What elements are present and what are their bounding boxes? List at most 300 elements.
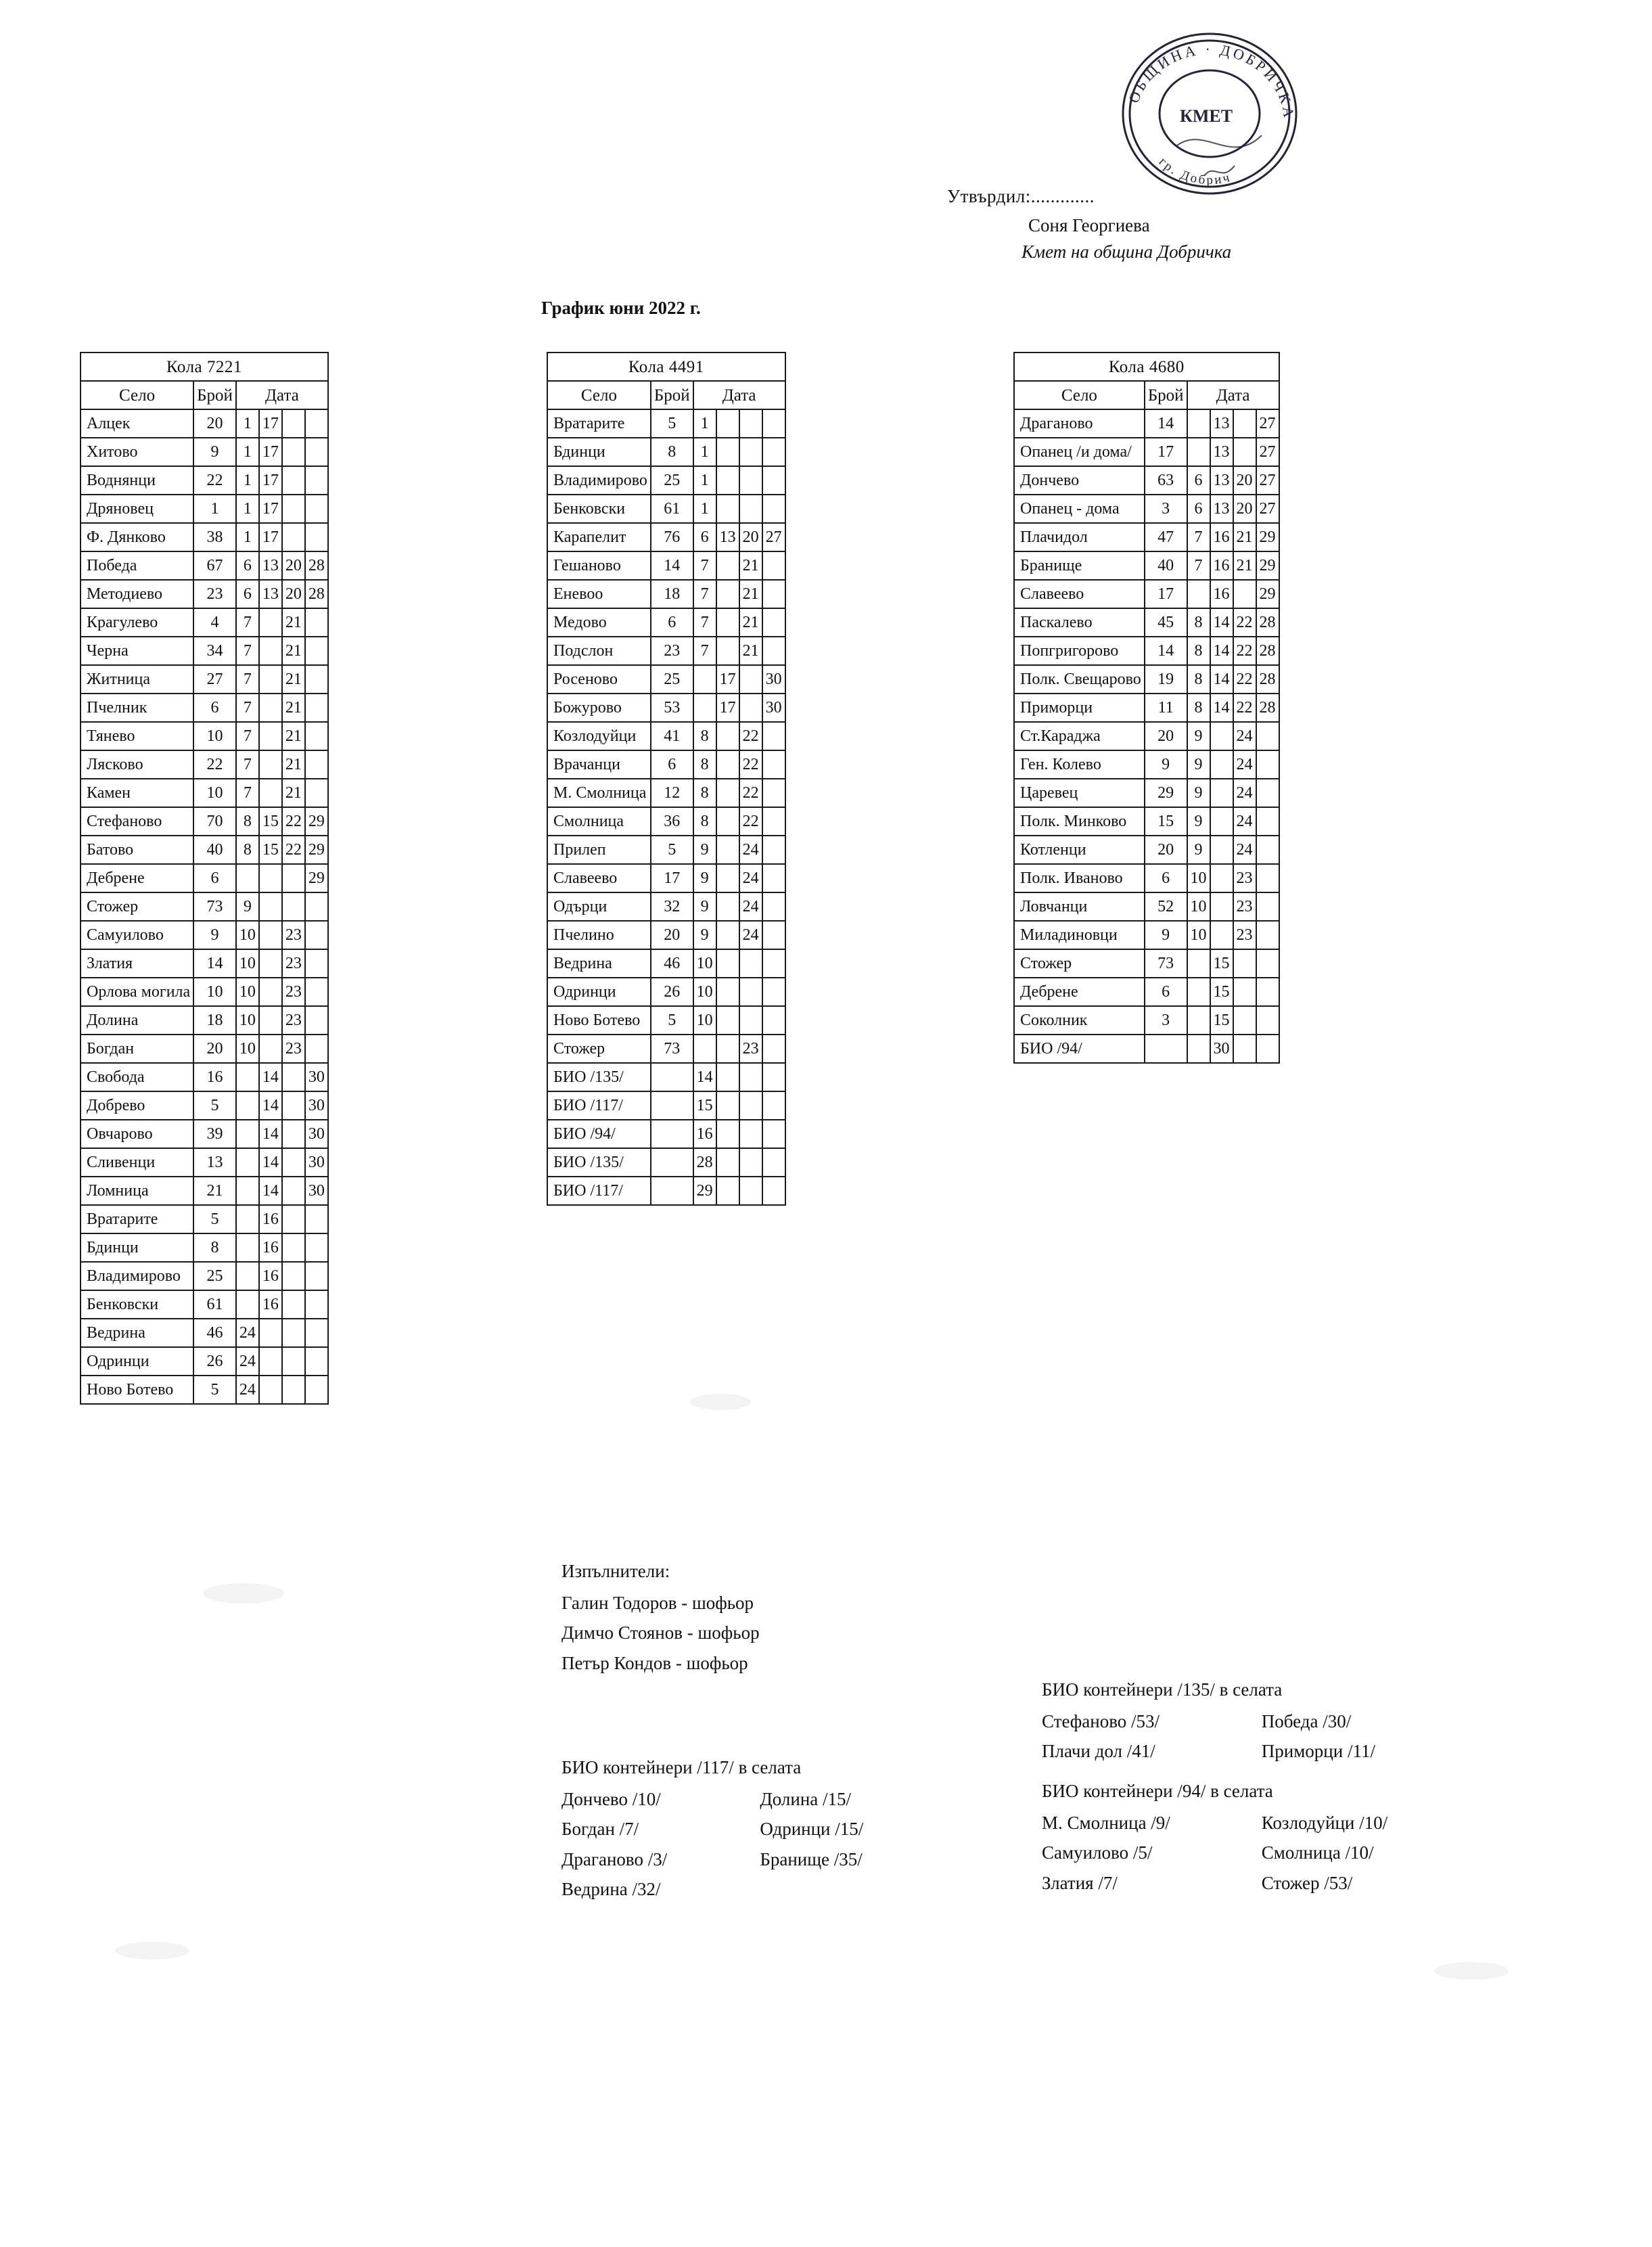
cell-village: Свобода (81, 1063, 193, 1091)
cell-count: 27 (193, 665, 236, 694)
cell-date: 21 (739, 580, 762, 608)
table-row (1014, 637, 1279, 665)
cell-village: Подслон (547, 637, 651, 665)
cell-date: 14 (1210, 608, 1233, 637)
paper-smudge (1434, 1962, 1509, 1980)
cell-date (282, 1376, 305, 1404)
cell-village: Сливенци (81, 1148, 193, 1177)
table-row (81, 1035, 328, 1063)
table-row (81, 551, 328, 580)
approval-block (947, 186, 1421, 263)
cell-date (1210, 864, 1233, 892)
cell-village: М. Смолница (547, 779, 651, 807)
cell-village: Дебрене (1014, 978, 1145, 1006)
cell-date (739, 1063, 762, 1091)
cell-village: Козлодуйци (547, 722, 651, 750)
cell-village: Ново Ботево (81, 1376, 193, 1404)
cell-date: 24 (236, 1347, 259, 1376)
cell-village: Орлова могила (81, 978, 193, 1006)
cell-date (259, 1035, 282, 1063)
cell-date (762, 438, 785, 466)
cell-count: 4 (193, 608, 236, 637)
cell-date: 10 (693, 1006, 716, 1035)
cell-date: 29 (693, 1177, 716, 1205)
cell-count: 6 (193, 694, 236, 722)
cell-village: Драганово (1014, 409, 1145, 438)
cell-date: 7 (236, 694, 259, 722)
cell-date: 22 (282, 836, 305, 864)
cell-date (762, 836, 785, 864)
official-stamp-icon (1103, 27, 1312, 206)
cell-date (1256, 949, 1279, 978)
cell-count (1145, 1035, 1187, 1063)
cell-date: 13 (259, 551, 282, 580)
cell-count: 61 (193, 1290, 236, 1319)
cell-count: 18 (651, 580, 693, 608)
cell-date: 9 (693, 892, 716, 921)
cell-date: 24 (1233, 750, 1256, 779)
cell-village: Котленци (1014, 836, 1145, 864)
cell-village: Черна (81, 637, 193, 665)
cell-date (739, 1091, 762, 1120)
table-row (547, 722, 785, 750)
cell-date (305, 892, 328, 921)
cell-date (1233, 978, 1256, 1006)
cell-date (305, 750, 328, 779)
cell-date (282, 438, 305, 466)
cell-date: 10 (1187, 892, 1210, 921)
cell-date: 23 (282, 949, 305, 978)
cell-date: 22 (739, 750, 762, 779)
cell-date (1187, 1006, 1210, 1035)
cell-date: 14 (259, 1177, 282, 1205)
cell-count: 38 (193, 523, 236, 551)
cell-date (693, 1035, 716, 1063)
cell-village: Лясково (81, 750, 193, 779)
cell-date (716, 495, 739, 523)
cell-village: Самуилово (81, 921, 193, 949)
cell-date: 21 (739, 608, 762, 637)
cell-date: 24 (1233, 807, 1256, 836)
cell-count (651, 1091, 693, 1120)
cell-count: 14 (651, 551, 693, 580)
cell-date: 7 (1187, 551, 1210, 580)
bio-117-village: Драганово /3/ (561, 1848, 668, 1869)
cell-count: 47 (1145, 523, 1187, 551)
cell-date: 9 (693, 836, 716, 864)
cell-date (716, 949, 739, 978)
cell-date: 21 (739, 551, 762, 580)
cell-date: 24 (739, 864, 762, 892)
cell-date (762, 1091, 785, 1120)
cell-date: 16 (693, 1120, 716, 1148)
table-row (547, 495, 785, 523)
cell-date: 28 (1256, 637, 1279, 665)
bio-117-village: Долина /15/ (760, 1788, 851, 1809)
cell-date (739, 1177, 762, 1205)
cell-date: 13 (1210, 409, 1233, 438)
cell-count: 3 (1145, 495, 1187, 523)
bio-94-village: Козлодуйци /10/ (1261, 1812, 1388, 1833)
cell-date (282, 1347, 305, 1376)
bio-135-village: Плачи дол /41/ (1042, 1741, 1155, 1762)
cell-date (282, 1120, 305, 1148)
cell-date (282, 1063, 305, 1091)
cell-date: 30 (305, 1063, 328, 1091)
cell-date (739, 409, 762, 438)
cell-date: 6 (236, 580, 259, 608)
cell-date: 23 (282, 1035, 305, 1063)
cell-date: 14 (1210, 637, 1233, 665)
cell-village: Камен (81, 779, 193, 807)
table-row (1014, 864, 1279, 892)
cell-date: 17 (259, 438, 282, 466)
cell-date: 21 (1233, 523, 1256, 551)
cell-date: 1 (236, 495, 259, 523)
cell-date (716, 1177, 739, 1205)
cell-count: 22 (193, 466, 236, 495)
cell-village: Ген. Колево (1014, 750, 1145, 779)
cell-date (762, 750, 785, 779)
cell-date: 13 (1210, 495, 1233, 523)
cell-date: 15 (1210, 978, 1233, 1006)
bio-94-village: Самуилово /5/ (1042, 1842, 1153, 1863)
table-row (81, 1319, 328, 1347)
cell-date (305, 523, 328, 551)
cell-date (236, 1262, 259, 1290)
cell-date (259, 722, 282, 750)
cell-date: 9 (1187, 750, 1210, 779)
table-row (81, 779, 328, 807)
cell-count: 20 (1145, 836, 1187, 864)
table-row (547, 1035, 785, 1063)
table-row (1014, 665, 1279, 694)
cell-date (716, 864, 739, 892)
cell-date (259, 637, 282, 665)
cell-date (762, 608, 785, 637)
cell-count: 10 (193, 722, 236, 750)
bio-135-block (1042, 1675, 1461, 1767)
cell-date: 9 (693, 921, 716, 949)
cell-count: 36 (651, 807, 693, 836)
cell-count: 5 (651, 1006, 693, 1035)
cell-date (716, 1006, 739, 1035)
cell-date: 23 (739, 1035, 762, 1063)
table-row (81, 1006, 328, 1035)
cell-date: 22 (1233, 608, 1256, 637)
cell-count: 19 (1145, 665, 1187, 694)
cell-date (716, 608, 739, 637)
cell-date: 20 (739, 523, 762, 551)
table-row (547, 409, 785, 438)
cell-village: БИО /94/ (1014, 1035, 1145, 1063)
cell-date: 14 (693, 1063, 716, 1091)
cell-date (1256, 978, 1279, 1006)
cell-date: 10 (1187, 864, 1210, 892)
bio-94-village: Стожер /53/ (1261, 1872, 1353, 1893)
cell-date (305, 1205, 328, 1233)
cell-date (305, 466, 328, 495)
cell-date (739, 1120, 762, 1148)
cell-date (1210, 921, 1233, 949)
cell-date (305, 438, 328, 466)
table-row (1014, 807, 1279, 836)
cell-date: 17 (716, 694, 739, 722)
cell-date: 8 (236, 807, 259, 836)
cell-date (1187, 1035, 1210, 1063)
cell-count: 45 (1145, 608, 1187, 637)
cell-date: 16 (259, 1262, 282, 1290)
bio-117-village: Богдан /7/ (561, 1819, 639, 1840)
table-row (81, 892, 328, 921)
cell-village: Батово (81, 836, 193, 864)
cell-date (282, 864, 305, 892)
cell-date (716, 807, 739, 836)
cell-date (259, 978, 282, 1006)
cell-date (236, 1233, 259, 1262)
bio-117-village: Бранище /35/ (760, 1848, 863, 1869)
cell-village: Воднянци (81, 466, 193, 495)
cell-date (762, 495, 785, 523)
cell-count: 8 (651, 438, 693, 466)
cell-village: Вратарите (81, 1205, 193, 1233)
cell-count: 23 (193, 580, 236, 608)
cell-date (236, 1290, 259, 1319)
column-header-count: Брой (1145, 381, 1187, 409)
cell-village: Царевец (1014, 779, 1145, 807)
cell-count: 6 (1145, 864, 1187, 892)
cell-date (305, 608, 328, 637)
bio-117-village: Дончево /10/ (561, 1788, 661, 1809)
cell-village: Опанец - дома (1014, 495, 1145, 523)
table-row (1014, 836, 1279, 864)
cell-count: 25 (193, 1262, 236, 1290)
cell-date (259, 1376, 282, 1404)
cell-date: 7 (236, 750, 259, 779)
cell-date: 1 (236, 466, 259, 495)
cell-date (305, 637, 328, 665)
cell-date (1256, 921, 1279, 949)
cell-date (762, 466, 785, 495)
cell-count: 5 (651, 836, 693, 864)
table-row (81, 523, 328, 551)
executor-item: Галин Тодоров - шофьор (561, 1592, 754, 1613)
cell-date (259, 608, 282, 637)
cell-date (305, 1319, 328, 1347)
cell-date: 9 (236, 892, 259, 921)
approver-role: Кмет на община Добричка (1022, 242, 1232, 262)
bio-117-heading: БИО контейнери /117/ в селата (561, 1757, 802, 1777)
cell-count: 26 (651, 978, 693, 1006)
bio-117-village: Одринци /15/ (760, 1819, 864, 1840)
cell-count: 15 (1145, 807, 1187, 836)
executor-item: Петър Кондов - шофьор (561, 1652, 748, 1673)
cell-date: 8 (1187, 665, 1210, 694)
cell-date (716, 637, 739, 665)
cell-date: 1 (236, 523, 259, 551)
bio-94-village: М. Смолница /9/ (1042, 1812, 1170, 1833)
cell-date: 9 (1187, 779, 1210, 807)
cell-date (305, 779, 328, 807)
cell-date (1256, 864, 1279, 892)
cell-date (739, 1006, 762, 1035)
table-row (1014, 438, 1279, 466)
table-row (81, 409, 328, 438)
cell-date: 16 (259, 1233, 282, 1262)
table-row (81, 921, 328, 949)
cell-village: Росеново (547, 665, 651, 694)
cell-date: 10 (236, 1035, 259, 1063)
table-row (547, 438, 785, 466)
table-row (81, 1233, 328, 1262)
cell-date (1187, 580, 1210, 608)
cell-date (305, 1262, 328, 1290)
cell-date: 22 (1233, 694, 1256, 722)
table-row (547, 694, 785, 722)
cell-village: Бранище (1014, 551, 1145, 580)
cell-date (716, 1120, 739, 1148)
cell-date (305, 694, 328, 722)
cell-date (1256, 779, 1279, 807)
cell-village: Крагулево (81, 608, 193, 637)
table-row (81, 1290, 328, 1319)
cell-village: Овчарово (81, 1120, 193, 1148)
table-row (81, 1063, 328, 1091)
cell-date (739, 1148, 762, 1177)
table-row (547, 864, 785, 892)
cell-date (259, 779, 282, 807)
cell-date (305, 1376, 328, 1404)
cell-date (716, 1063, 739, 1091)
cell-village: Медово (547, 608, 651, 637)
table-row (547, 978, 785, 1006)
cell-village: Врачанци (547, 750, 651, 779)
cell-date (1187, 438, 1210, 466)
cell-date (1256, 892, 1279, 921)
cell-date: 22 (739, 807, 762, 836)
table-row (547, 949, 785, 978)
cell-date (739, 438, 762, 466)
cell-date: 1 (693, 438, 716, 466)
bio-94-village: Смолница /10/ (1261, 1842, 1374, 1863)
paper-smudge (203, 1583, 284, 1604)
table-row (81, 637, 328, 665)
table-row (547, 1091, 785, 1120)
cell-count: 25 (651, 466, 693, 495)
cell-date (739, 495, 762, 523)
table-row (1014, 949, 1279, 978)
bio-94-heading: БИО контейнери /94/ в селата (1042, 1781, 1273, 1801)
cell-date (1233, 949, 1256, 978)
table-row (81, 466, 328, 495)
car-table-4680 (1013, 352, 1280, 1064)
bio-117-village: Ведрина /32/ (561, 1879, 661, 1900)
table-row (1014, 921, 1279, 949)
cell-date: 17 (259, 409, 282, 438)
cell-date (1233, 580, 1256, 608)
cell-date: 8 (1187, 637, 1210, 665)
cell-village: Ново Ботево (547, 1006, 651, 1035)
cell-date (762, 409, 785, 438)
cell-date (716, 892, 739, 921)
cell-count: 13 (193, 1148, 236, 1177)
cell-date (282, 495, 305, 523)
cell-date: 7 (1187, 523, 1210, 551)
cell-village: Ф. Дянково (81, 523, 193, 551)
cell-count: 10 (193, 779, 236, 807)
cell-village: Дряновец (81, 495, 193, 523)
cell-date: 29 (305, 864, 328, 892)
cell-count (651, 1063, 693, 1091)
cell-count: 53 (651, 694, 693, 722)
table-row (547, 637, 785, 665)
cell-date: 28 (305, 551, 328, 580)
table-row (1014, 608, 1279, 637)
table-row (547, 608, 785, 637)
table-row (547, 523, 785, 551)
car-header: Кола 7221 (81, 353, 328, 381)
cell-date: 14 (259, 1148, 282, 1177)
cell-date: 30 (305, 1148, 328, 1177)
cell-date: 6 (1187, 495, 1210, 523)
cell-date (716, 580, 739, 608)
cell-date: 21 (282, 722, 305, 750)
table-row (81, 864, 328, 892)
cell-date (282, 1148, 305, 1177)
cell-date: 22 (282, 807, 305, 836)
cell-count: 22 (193, 750, 236, 779)
cell-village: Ведрина (547, 949, 651, 978)
cell-date: 17 (716, 665, 739, 694)
cell-village: Соколник (1014, 1006, 1145, 1035)
cell-date: 21 (1233, 551, 1256, 580)
cell-date (762, 807, 785, 836)
executors-block (561, 1556, 760, 1678)
cell-count: 16 (193, 1063, 236, 1091)
cell-village: Одърци (547, 892, 651, 921)
table-row (1014, 978, 1279, 1006)
cell-count: 23 (651, 637, 693, 665)
table-row (81, 1177, 328, 1205)
cell-date: 21 (739, 637, 762, 665)
cell-date (716, 750, 739, 779)
cell-count: 5 (193, 1376, 236, 1404)
cell-village: Опанец /и дома/ (1014, 438, 1145, 466)
cell-date (716, 722, 739, 750)
cell-date: 22 (1233, 665, 1256, 694)
cell-date: 7 (236, 779, 259, 807)
cell-date: 10 (236, 949, 259, 978)
table-row (1014, 551, 1279, 580)
cell-date: 22 (739, 722, 762, 750)
cell-date: 8 (1187, 694, 1210, 722)
table-row (547, 551, 785, 580)
table-row (81, 694, 328, 722)
cell-date: 23 (282, 1006, 305, 1035)
cell-date (762, 892, 785, 921)
car-header: Кола 4680 (1014, 353, 1279, 381)
cell-date: 9 (1187, 722, 1210, 750)
cell-date (282, 1319, 305, 1347)
svg-text:гр. Добрич: гр. Добрич (1155, 154, 1233, 188)
cell-date (739, 978, 762, 1006)
cell-count: 63 (1145, 466, 1187, 495)
cell-date: 21 (282, 694, 305, 722)
cell-date (1187, 949, 1210, 978)
cell-date: 21 (282, 608, 305, 637)
cell-date (739, 665, 762, 694)
table-row (1014, 722, 1279, 750)
